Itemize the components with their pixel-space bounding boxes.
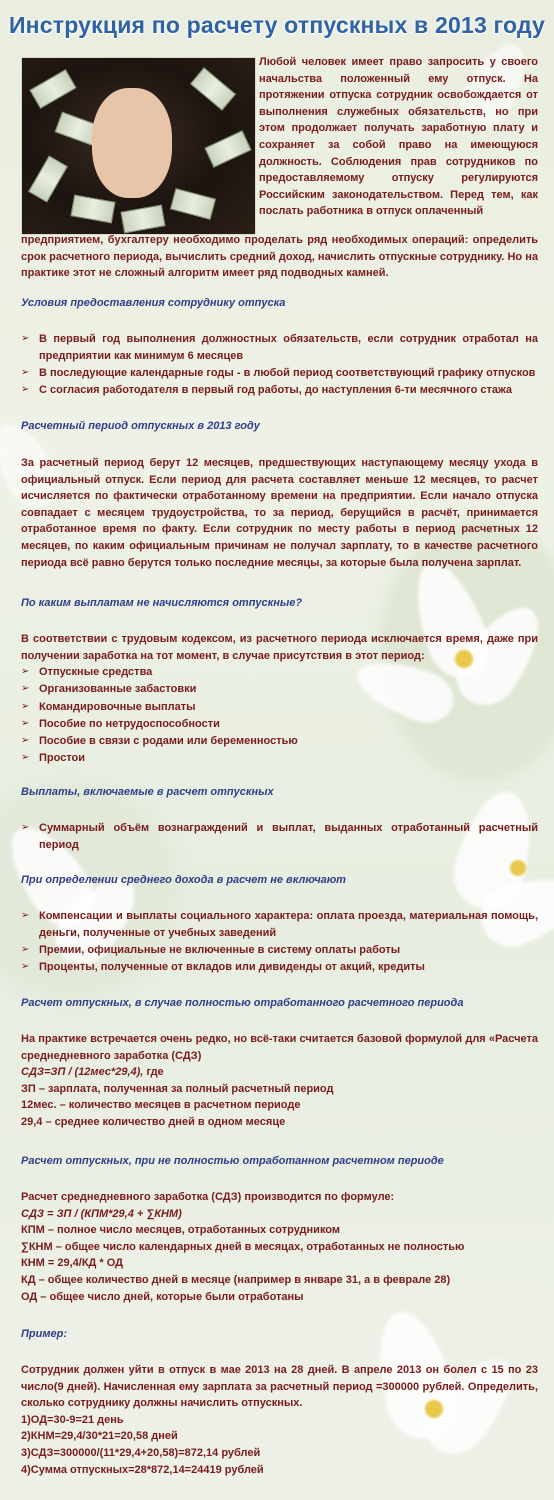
list-item: ➢ Организованные забастовки — [21, 681, 538, 698]
bullet-arrow-icon: ➢ — [21, 910, 30, 921]
bullet-arrow-icon: ➢ — [21, 752, 30, 764]
excluded-payments-text: В соответствии с трудовым кодексом, из расчетного периода исключается время, даже при получении заработка на тот момент, в случае присутствия в этот период: — [21, 633, 538, 662]
list-item: ➢ Пособие в связи с родами или беременностью — [21, 733, 538, 750]
bullet-arrow-icon: ➢ — [21, 700, 30, 712]
bullet-arrow-icon: ➢ — [21, 717, 30, 729]
definition-line: ОД – общее число дней, которые были отработаны — [21, 1290, 304, 1303]
bullet-arrow-icon: ➢ — [21, 734, 30, 746]
section-heading-excluded-payments: По каким выплатам не начисляются отпускные? — [21, 597, 303, 609]
example-step: 1)ОД=30-9=21 день — [21, 1413, 124, 1426]
example-text: Сотрудник должен уйти в отпуск в мае 2013 на 28 дней. В апреле 2013 он болел с 15 по 23 число(9 дней). Начисленная ему зарплата за расчетный период =300000 рублей. Определить, сколько сотруднику должны начислить отпускных. — [21, 1364, 538, 1410]
list-item: ➢ Командировочные выплаты — [21, 699, 538, 716]
vacation-conditions-list — [21, 331, 538, 399]
woman-with-money-photo — [21, 57, 256, 235]
section-heading-example: Пример: — [21, 1328, 67, 1340]
definition-line: 12мес. – количество месяцев в расчетном периоде — [21, 1099, 301, 1112]
section-heading-vacation-conditions: Условия предоставления сотруднику отпуска — [21, 297, 286, 309]
section-heading-included-payments: Выплаты, включаемые в расчет отпускных — [21, 786, 274, 798]
calculation-period-text: За расчетный период берут 12 месяцев, предшествующих наступающему месяцу ухода в официальный отпуск. Если период для расчета составляет меньше 12 месяцев, то расчет исчисляется по фактически отработанному времени на предприятии. Если начало отпуска совпадает с месяцем трудоустройства, то за период, берущийся в расчёт, принимается отработанное время по факту. Если сотрудник по месту работы в период расчетных 12 месяцев, по каким официальным причинам не получал зарплату, то в качестве расчетного периода всё равно берутся только последние месяцы, за которые была получена зарплат. — [21, 457, 538, 569]
definition-line: ЗП – зарплата, полученная за полный расчетный период — [21, 1082, 334, 1095]
bullet-arrow-icon: ➢ — [21, 822, 30, 833]
page-title: Инструкция по расчету отпускных в 2013 году — [8, 12, 546, 38]
list-item: ➢ Отпускные средства — [21, 664, 538, 681]
example-step: 4)Сумма отпускных=28*872,14=24419 рублей — [21, 1463, 264, 1476]
example-step: 2)КНМ=29,4/30*21=20,58 дней — [21, 1430, 178, 1443]
included-payments-list — [21, 820, 538, 853]
bullet-arrow-icon: ➢ — [21, 683, 30, 695]
bullet-arrow-icon: ➢ — [21, 960, 30, 972]
definition-line: ∑КНМ – общее число календарных дней в месяцах, отработанных не полностью — [21, 1240, 465, 1253]
sdz-formula-full: СДЗ=ЗП / (12мес*29,4), — [21, 1066, 144, 1079]
definition-line: КНМ = 29,4/КД * ОД — [21, 1257, 124, 1270]
list-item: ➢ Суммарный объём вознаграждений и выплат, выданных отработанный расчетный период — [21, 822, 538, 851]
partial-period-text: Расчет среднедневного заработка (СДЗ) производится по формуле: — [21, 1191, 395, 1203]
section-heading-calculation-period: Расчетный период отпускных в 2013 году — [21, 420, 260, 432]
average-income-exclusions-list — [21, 908, 538, 976]
bullet-arrow-icon: ➢ — [21, 666, 30, 678]
definition-line: КПМ – полное число месяцев, отработанных сотрудником — [21, 1224, 341, 1237]
bullet-arrow-icon: ➢ — [21, 943, 30, 955]
section-heading-full-period-calculation: Расчет отпускных, в случае полностью отработанного расчетного периода — [21, 997, 464, 1009]
list-item: ➢ В первый год выполнения должностных обязательств, если сотрудник отработал на предприятии как минимум 6 месяцев — [21, 333, 538, 362]
section-heading-average-income-exclusions: При определении среднего дохода в расчет не включают — [21, 874, 346, 886]
list-item: ➢ В последующие календарные годы - в любой период соответствующий графику отпусков — [21, 365, 538, 382]
intro-text-continued: предприятием, бухгалтеру необходимо проделать ряд необходимых операций: определить срок расчетного периода, вычислить средний доход, начислить отпускные сотруднику. Но на практике этот не сложный алгоритм имеет ряд подводных камней. — [21, 234, 538, 280]
list-item: ➢ Компенсации и выплаты социального характера: оплата проезда, материальная помощь, деньги, полученные от учебных заведений — [21, 910, 538, 939]
bullet-arrow-icon: ➢ — [21, 333, 30, 344]
list-item: ➢ Простои — [21, 750, 538, 767]
example-step: 3)СДЗ=300000/(11*29,4+20,58)=872,14 рублей — [21, 1446, 261, 1459]
list-item: ➢ С согласия работодателя в первый год работы, до наступления 6-ти месячного стажа — [21, 382, 538, 399]
section-heading-partial-period-calculation: Расчет отпускных, при не полностью отработанном расчетном периоде — [21, 1155, 444, 1167]
list-item: ➢ Проценты, полученные от вкладов или дивиденды от акций, кредиты — [21, 959, 538, 976]
full-period-text: На практике встречается очень редко, но всё-таки считается базовой формулой для «Расчета среднедневного заработка (СДЗ) — [21, 1033, 538, 1062]
sdz-formula-partial: СДЗ = ЗП / (КПМ*29,4 + ∑КНМ) — [21, 1207, 182, 1220]
intro-text-right: Любой человек имеет право запросить у своего начальства положенный ему отпуск. На протяжении отпуска сотрудник освобождается от выполнения служебных обязательств, но при этом продолжает получать заработную плату и сохраняет за собой право на имеющуюся должность. Соблюдения прав сотрудников по предоставляемому отпуску регулируются Российским законодательством. Перед тем, как послать работника в отпуск оплаченный — [259, 56, 538, 218]
excluded-payments-list — [21, 664, 538, 767]
definition-line: КД – общее количество дней в месяце (например в январе 31, а в феврале 28) — [21, 1273, 451, 1286]
bullet-arrow-icon: ➢ — [21, 383, 30, 395]
definition-line: 29,4 – среднее количество дней в одном месяце — [21, 1115, 286, 1128]
list-item: ➢ Пособие по нетрудоспособности — [21, 716, 538, 733]
list-item: ➢ Премии, официальные не включенные в систему оплаты работы — [21, 942, 538, 959]
bullet-arrow-icon: ➢ — [21, 366, 30, 378]
